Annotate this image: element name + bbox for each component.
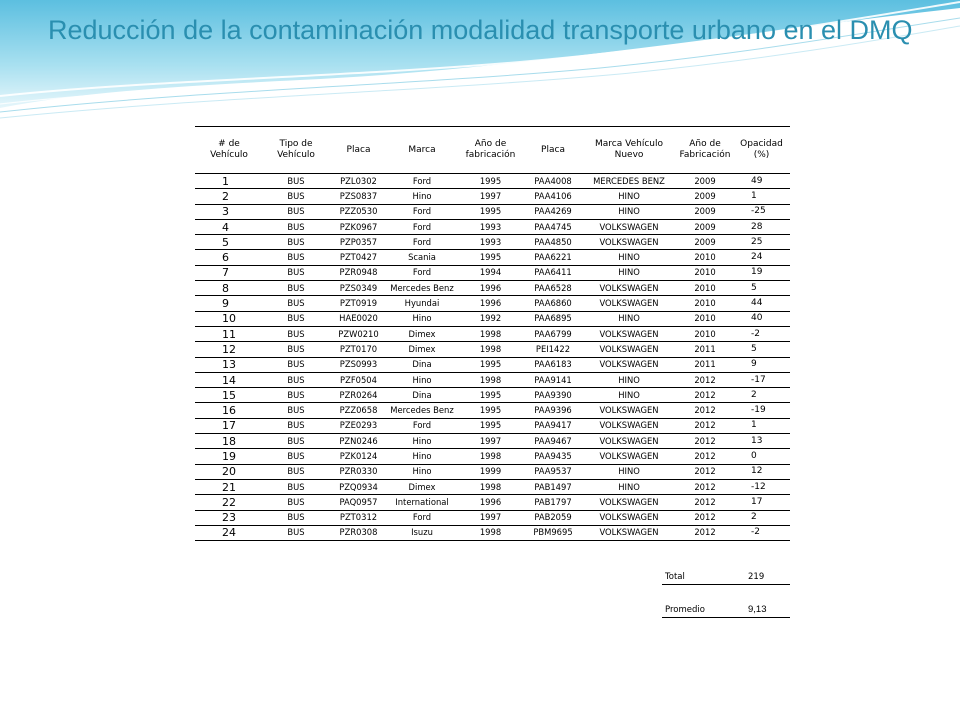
cell-new-brand: VOLKSWAGEN	[581, 342, 677, 357]
cell-brand: Hino	[388, 464, 456, 479]
cell-brand: Dimex	[388, 342, 456, 357]
cell-new-year: 2012	[677, 403, 733, 418]
cell-new-year: 2011	[677, 357, 733, 372]
cell-new-brand: VOLKSWAGEN	[581, 357, 677, 372]
cell-opacity: 1	[733, 189, 790, 204]
cell-brand: Dina	[388, 388, 456, 403]
cell-new-year: 2012	[677, 418, 733, 433]
cell-plate: PZQ0934	[329, 479, 388, 494]
cell-opacity: -17	[733, 372, 790, 387]
table-row	[195, 189, 790, 204]
cell-manufacture-year: 1995	[456, 250, 525, 265]
cell-new-plate: PAA6860	[525, 296, 581, 311]
cell-new-plate: PAA6799	[525, 326, 581, 341]
cell-new-brand: VOLKSWAGEN	[581, 510, 677, 525]
cell-opacity: -19	[733, 403, 790, 418]
cell-vehicle-number: 9	[195, 296, 263, 311]
table-row	[195, 495, 790, 510]
cell-opacity: 19	[733, 265, 790, 280]
cell-vehicle-type: BUS	[263, 388, 329, 403]
cell-opacity: 28	[733, 219, 790, 234]
average-row	[662, 603, 790, 618]
cell-vehicle-type: BUS	[263, 495, 329, 510]
cell-vehicle-type: BUS	[263, 174, 329, 189]
table-row	[195, 464, 790, 479]
cell-brand: International	[388, 495, 456, 510]
cell-vehicle-type: BUS	[263, 372, 329, 387]
cell-opacity: 1	[733, 418, 790, 433]
cell-vehicle-type: BUS	[263, 464, 329, 479]
cell-brand: Hino	[388, 372, 456, 387]
table-row	[195, 250, 790, 265]
cell-manufacture-year: 1995	[456, 388, 525, 403]
total-value: 219	[748, 572, 765, 582]
cell-new-brand: HINO	[581, 265, 677, 280]
cell-vehicle-number: 20	[195, 464, 263, 479]
cell-vehicle-type: BUS	[263, 219, 329, 234]
table-row	[195, 204, 790, 219]
cell-brand: Ford	[388, 235, 456, 250]
cell-manufacture-year: 1998	[456, 525, 525, 540]
cell-plate: PAQ0957	[329, 495, 388, 510]
table-row	[195, 265, 790, 280]
cell-opacity: 13	[733, 434, 790, 449]
cell-new-plate: PAA4850	[525, 235, 581, 250]
cell-manufacture-year: 1998	[456, 326, 525, 341]
cell-vehicle-number: 5	[195, 235, 263, 250]
cell-opacity: -12	[733, 479, 790, 494]
cell-new-plate: PBM9695	[525, 525, 581, 540]
cell-new-plate: PAA9417	[525, 418, 581, 433]
cell-vehicle-number: 2	[195, 189, 263, 204]
cell-new-plate: PAA9390	[525, 388, 581, 403]
cell-brand: Ford	[388, 174, 456, 189]
cell-plate: PZZ0658	[329, 403, 388, 418]
table-row	[195, 388, 790, 403]
cell-new-year: 2010	[677, 326, 733, 341]
cell-vehicle-number: 4	[195, 219, 263, 234]
cell-plate: PZE0293	[329, 418, 388, 433]
header-manufacture-year: Año de fabricación	[456, 127, 525, 174]
cell-manufacture-year: 1997	[456, 189, 525, 204]
cell-opacity: 44	[733, 296, 790, 311]
cell-vehicle-type: BUS	[263, 449, 329, 464]
cell-opacity: 9	[733, 357, 790, 372]
cell-vehicle-number: 19	[195, 449, 263, 464]
cell-new-plate: PAA6221	[525, 250, 581, 265]
cell-new-year: 2012	[677, 525, 733, 540]
cell-new-plate: PAA6895	[525, 311, 581, 326]
cell-vehicle-type: BUS	[263, 235, 329, 250]
table-row	[195, 219, 790, 234]
cell-manufacture-year: 1993	[456, 235, 525, 250]
cell-plate: PZL0302	[329, 174, 388, 189]
cell-opacity: 49	[733, 174, 790, 189]
cell-plate: PZP0357	[329, 235, 388, 250]
table-row	[195, 281, 790, 296]
cell-plate: PZW0210	[329, 326, 388, 341]
cell-vehicle-type: BUS	[263, 326, 329, 341]
cell-brand: Hyundai	[388, 296, 456, 311]
cell-brand: Dina	[388, 357, 456, 372]
cell-manufacture-year: 1998	[456, 372, 525, 387]
table-row	[195, 449, 790, 464]
cell-plate: PZS0837	[329, 189, 388, 204]
cell-opacity: -25	[733, 204, 790, 219]
cell-vehicle-number: 18	[195, 434, 263, 449]
cell-plate: PZR0330	[329, 464, 388, 479]
cell-new-plate: PAA4269	[525, 204, 581, 219]
average-label: Promedio	[665, 605, 705, 615]
cell-opacity: 25	[733, 235, 790, 250]
cell-opacity: 5	[733, 281, 790, 296]
cell-new-brand: VOLKSWAGEN	[581, 281, 677, 296]
total-label: Total	[665, 572, 685, 582]
cell-plate: PZR0948	[329, 265, 388, 280]
cell-brand: Dimex	[388, 479, 456, 494]
cell-manufacture-year: 1998	[456, 449, 525, 464]
cell-manufacture-year: 1998	[456, 342, 525, 357]
cell-manufacture-year: 1992	[456, 311, 525, 326]
cell-new-year: 2009	[677, 235, 733, 250]
cell-plate: PZK0967	[329, 219, 388, 234]
table-row	[195, 235, 790, 250]
cell-vehicle-number: 17	[195, 418, 263, 433]
cell-manufacture-year: 1996	[456, 281, 525, 296]
table-row	[195, 296, 790, 311]
cell-new-brand: VOLKSWAGEN	[581, 449, 677, 464]
cell-new-year: 2009	[677, 204, 733, 219]
cell-new-plate: PAA6528	[525, 281, 581, 296]
table-row	[195, 342, 790, 357]
cell-vehicle-type: BUS	[263, 204, 329, 219]
cell-plate: PZT0312	[329, 510, 388, 525]
cell-new-plate: PAA4008	[525, 174, 581, 189]
cell-brand: Scania	[388, 250, 456, 265]
cell-opacity: 2	[733, 510, 790, 525]
table-header-row	[195, 127, 790, 174]
cell-manufacture-year: 1997	[456, 434, 525, 449]
table-row	[195, 357, 790, 372]
cell-new-plate: PAB1797	[525, 495, 581, 510]
cell-new-brand: VOLKSWAGEN	[581, 434, 677, 449]
header-vehicle-type: Tipo de Vehículo	[263, 127, 329, 174]
cell-plate: PZS0349	[329, 281, 388, 296]
cell-opacity: 2	[733, 388, 790, 403]
table-row	[195, 479, 790, 494]
cell-manufacture-year: 1995	[456, 204, 525, 219]
cell-new-brand: HINO	[581, 204, 677, 219]
cell-new-year: 2012	[677, 434, 733, 449]
cell-new-year: 2009	[677, 189, 733, 204]
cell-manufacture-year: 1996	[456, 296, 525, 311]
cell-vehicle-number: 12	[195, 342, 263, 357]
cell-opacity: 12	[733, 464, 790, 479]
cell-vehicle-type: BUS	[263, 189, 329, 204]
cell-brand: Ford	[388, 219, 456, 234]
cell-plate: PZN0246	[329, 434, 388, 449]
cell-new-plate: PAA9467	[525, 434, 581, 449]
cell-new-plate: PAA9435	[525, 449, 581, 464]
cell-new-year: 2012	[677, 449, 733, 464]
cell-vehicle-number: 13	[195, 357, 263, 372]
header-new-brand: Marca Vehículo Nuevo	[581, 127, 677, 174]
cell-new-plate: PAA6411	[525, 265, 581, 280]
cell-new-plate: PAB1497	[525, 479, 581, 494]
cell-vehicle-type: BUS	[263, 510, 329, 525]
cell-vehicle-type: BUS	[263, 403, 329, 418]
cell-plate: PZR0308	[329, 525, 388, 540]
cell-new-brand: HINO	[581, 250, 677, 265]
cell-vehicle-type: BUS	[263, 418, 329, 433]
table-row	[195, 403, 790, 418]
cell-brand: Hino	[388, 189, 456, 204]
cell-new-plate: PAA9141	[525, 372, 581, 387]
cell-vehicle-number: 8	[195, 281, 263, 296]
cell-new-plate: PEI1422	[525, 342, 581, 357]
cell-brand: Hino	[388, 449, 456, 464]
cell-new-brand: VOLKSWAGEN	[581, 326, 677, 341]
cell-vehicle-number: 11	[195, 326, 263, 341]
cell-new-year: 2010	[677, 265, 733, 280]
cell-brand: Mercedes Benz	[388, 403, 456, 418]
cell-vehicle-number: 7	[195, 265, 263, 280]
cell-new-year: 2012	[677, 372, 733, 387]
cell-new-brand: VOLKSWAGEN	[581, 296, 677, 311]
cell-brand: Dimex	[388, 326, 456, 341]
cell-new-plate: PAB2059	[525, 510, 581, 525]
cell-manufacture-year: 1999	[456, 464, 525, 479]
cell-vehicle-type: BUS	[263, 311, 329, 326]
cell-vehicle-number: 6	[195, 250, 263, 265]
cell-manufacture-year: 1998	[456, 479, 525, 494]
cell-new-plate: PAA9396	[525, 403, 581, 418]
cell-vehicle-number: 21	[195, 479, 263, 494]
cell-new-brand: HINO	[581, 372, 677, 387]
cell-opacity: -2	[733, 326, 790, 341]
cell-manufacture-year: 1997	[456, 510, 525, 525]
cell-plate: PZT0919	[329, 296, 388, 311]
cell-new-year: 2011	[677, 342, 733, 357]
cell-new-year: 2010	[677, 296, 733, 311]
cell-opacity: 24	[733, 250, 790, 265]
cell-new-plate: PAA4106	[525, 189, 581, 204]
cell-vehicle-number: 1	[195, 174, 263, 189]
header-brand: Marca	[388, 127, 456, 174]
cell-vehicle-type: BUS	[263, 342, 329, 357]
cell-plate: HAE0020	[329, 311, 388, 326]
cell-new-year: 2012	[677, 388, 733, 403]
cell-manufacture-year: 1995	[456, 174, 525, 189]
cell-manufacture-year: 1995	[456, 403, 525, 418]
cell-vehicle-number: 22	[195, 495, 263, 510]
cell-manufacture-year: 1994	[456, 265, 525, 280]
cell-brand: Hino	[388, 311, 456, 326]
cell-new-brand: HINO	[581, 479, 677, 494]
cell-plate: PZZ0530	[329, 204, 388, 219]
cell-manufacture-year: 1995	[456, 418, 525, 433]
cell-brand: Mercedes Benz	[388, 281, 456, 296]
cell-opacity: -2	[733, 525, 790, 540]
cell-new-year: 2010	[677, 311, 733, 326]
header-new-plate: Placa	[525, 127, 581, 174]
cell-vehicle-type: BUS	[263, 434, 329, 449]
cell-new-brand: VOLKSWAGEN	[581, 495, 677, 510]
cell-brand: Ford	[388, 204, 456, 219]
cell-plate: PZT0427	[329, 250, 388, 265]
cell-plate: PZT0170	[329, 342, 388, 357]
cell-plate: PZS0993	[329, 357, 388, 372]
cell-vehicle-number: 10	[195, 311, 263, 326]
table-row	[195, 326, 790, 341]
table-row	[195, 525, 790, 540]
table-row	[195, 434, 790, 449]
cell-new-brand: HINO	[581, 388, 677, 403]
table-row	[195, 418, 790, 433]
cell-vehicle-type: BUS	[263, 281, 329, 296]
cell-plate: PZK0124	[329, 449, 388, 464]
cell-new-year: 2012	[677, 479, 733, 494]
total-row	[662, 570, 790, 585]
table-row	[195, 311, 790, 326]
cell-vehicle-type: BUS	[263, 296, 329, 311]
cell-vehicle-type: BUS	[263, 357, 329, 372]
cell-new-brand: VOLKSWAGEN	[581, 403, 677, 418]
cell-vehicle-type: BUS	[263, 479, 329, 494]
cell-opacity: 40	[733, 311, 790, 326]
cell-new-brand: HINO	[581, 311, 677, 326]
cell-plate: PZF0504	[329, 372, 388, 387]
table-row	[195, 510, 790, 525]
cell-new-year: 2012	[677, 464, 733, 479]
vehicle-table	[195, 126, 790, 541]
cell-new-brand: HINO	[581, 189, 677, 204]
cell-brand: Hino	[388, 434, 456, 449]
cell-vehicle-number: 3	[195, 204, 263, 219]
cell-manufacture-year: 1993	[456, 219, 525, 234]
cell-vehicle-number: 23	[195, 510, 263, 525]
cell-vehicle-number: 16	[195, 403, 263, 418]
cell-new-brand: VOLKSWAGEN	[581, 219, 677, 234]
cell-brand: Ford	[388, 418, 456, 433]
cell-new-year: 2012	[677, 510, 733, 525]
cell-brand: Ford	[388, 265, 456, 280]
header-vehicle-number: # de Vehículo	[195, 127, 263, 174]
header-new-year: Año de Fabricación	[677, 127, 733, 174]
cell-new-year: 2010	[677, 250, 733, 265]
cell-new-year: 2012	[677, 495, 733, 510]
cell-vehicle-type: BUS	[263, 265, 329, 280]
cell-vehicle-type: BUS	[263, 250, 329, 265]
cell-new-plate: PAA4745	[525, 219, 581, 234]
cell-vehicle-number: 14	[195, 372, 263, 387]
cell-new-year: 2010	[677, 281, 733, 296]
cell-brand: Ford	[388, 510, 456, 525]
cell-new-year: 2009	[677, 174, 733, 189]
cell-new-year: 2009	[677, 219, 733, 234]
cell-vehicle-number: 15	[195, 388, 263, 403]
cell-new-plate: PAA6183	[525, 357, 581, 372]
cell-opacity: 0	[733, 449, 790, 464]
cell-new-brand: VOLKSWAGEN	[581, 525, 677, 540]
cell-new-plate: PAA9537	[525, 464, 581, 479]
cell-manufacture-year: 1996	[456, 495, 525, 510]
header-plate: Placa	[329, 127, 388, 174]
cell-new-brand: HINO	[581, 464, 677, 479]
cell-vehicle-type: BUS	[263, 525, 329, 540]
cell-manufacture-year: 1995	[456, 357, 525, 372]
cell-opacity: 17	[733, 495, 790, 510]
header-opacity: Opacidad (%)	[733, 127, 790, 174]
cell-plate: PZR0264	[329, 388, 388, 403]
cell-new-brand: VOLKSWAGEN	[581, 418, 677, 433]
cell-opacity: 5	[733, 342, 790, 357]
cell-new-brand: VOLKSWAGEN	[581, 235, 677, 250]
table-row	[195, 372, 790, 387]
cell-new-brand: MERCEDES BENZ	[581, 174, 677, 189]
average-value: 9,13	[748, 604, 767, 615]
table-row	[195, 174, 790, 189]
slide-title: Reducción de la contaminación modalidad transporte urbano en el DMQ	[48, 15, 913, 45]
cell-brand: Isuzu	[388, 525, 456, 540]
cell-vehicle-number: 24	[195, 525, 263, 540]
